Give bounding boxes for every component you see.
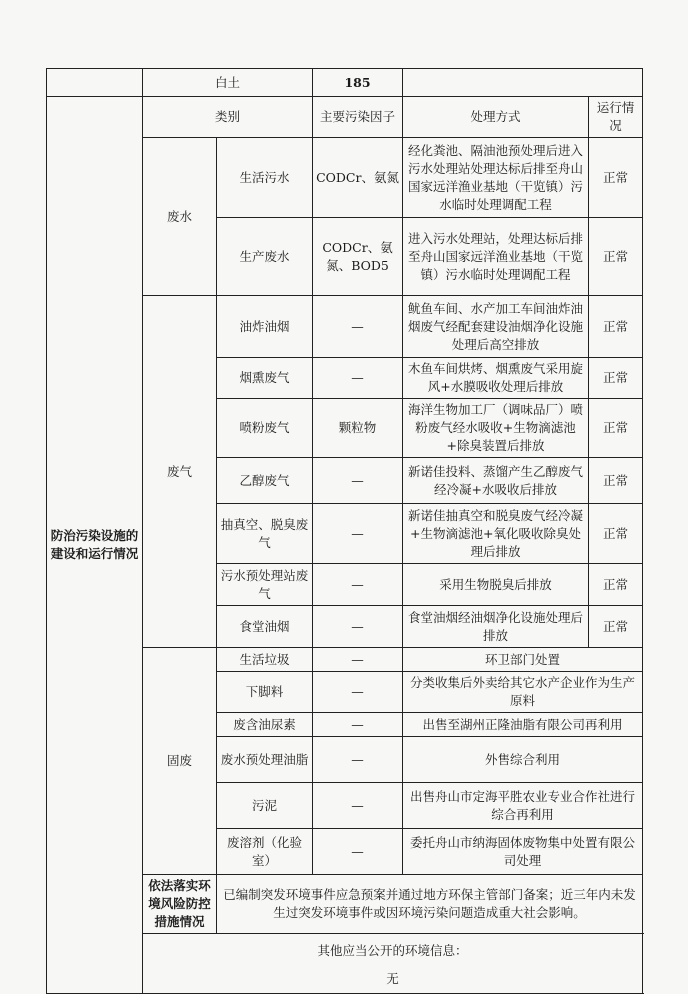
row-type: 烟熏废气 bbox=[217, 358, 313, 399]
risk-text: 已编制突发环境事件应急预案并通过地方环保主管部门备案；近三年内未发生过突发环境事件或因环境污染问题造成重大社会影响。 bbox=[217, 875, 643, 934]
row-method: 食堂油烟经油烟净化设施处理后排放 bbox=[403, 606, 589, 648]
risk-label: 依法落实环境风险防控措施情况 bbox=[143, 875, 217, 934]
row-type: 生活污水 bbox=[217, 138, 313, 218]
header-status: 运行情况 bbox=[589, 97, 643, 138]
row-pollutant: — bbox=[313, 504, 403, 564]
row-method: 木鱼车间烘烤、烟熏废气采用旋风+水膜吸收处理后排放 bbox=[403, 358, 589, 399]
row-method: 鱿鱼车间、水产加工车间油炸油烟废气经配套建设油烟净化设施处理后高空排放 bbox=[403, 296, 589, 358]
row-pollutant: — bbox=[313, 296, 403, 358]
row-type: 生产废水 bbox=[217, 218, 313, 296]
row-method: 新诺佳投料、蒸馏产生乙醇废气经冷凝+水吸收后排放 bbox=[403, 458, 589, 504]
row-status: 正常 bbox=[589, 358, 643, 399]
pollution-facilities-table bbox=[46, 68, 643, 994]
row-pollutant: 颗粒物 bbox=[313, 399, 403, 458]
row-pollutant: CODCr、氨氮、BOD5 bbox=[313, 218, 403, 296]
row-pollutant: — bbox=[313, 672, 403, 713]
row-type: 喷粉废气 bbox=[217, 399, 313, 458]
empty-cell bbox=[403, 69, 643, 97]
row-method: 进入污水处理站，处理达标后排至舟山国家远洋渔业基地（干览镇）污水临时处理调配工程 bbox=[403, 218, 589, 296]
empty-cell bbox=[47, 69, 143, 97]
row-type: 抽真空、脱臭废气 bbox=[217, 504, 313, 564]
solid-group-label: 固废 bbox=[143, 648, 217, 875]
row-pollutant: — bbox=[313, 737, 403, 783]
row-method: 外售综合利用 bbox=[403, 737, 643, 783]
row-pollutant: — bbox=[313, 358, 403, 399]
row-type: 废溶剂（化验室） bbox=[217, 829, 313, 875]
row-status: 正常 bbox=[589, 296, 643, 358]
row-type: 污水预处理站废气 bbox=[217, 564, 313, 606]
top-row bbox=[47, 69, 643, 97]
row-method: 出售至湖州正隆油脂有限公司再利用 bbox=[403, 713, 643, 737]
row-type: 废水预处理油脂 bbox=[217, 737, 313, 783]
row-type: 下脚料 bbox=[217, 672, 313, 713]
row-pollutant: — bbox=[313, 458, 403, 504]
row-status: 正常 bbox=[589, 138, 643, 218]
row-pollutant: — bbox=[313, 713, 403, 737]
row-type: 油炸油烟 bbox=[217, 296, 313, 358]
row-status: 正常 bbox=[589, 218, 643, 296]
wastewater-group-label: 废水 bbox=[143, 138, 217, 296]
row-status: 正常 bbox=[589, 399, 643, 458]
row-status: 正常 bbox=[589, 564, 643, 606]
row-type: 污泥 bbox=[217, 783, 313, 829]
section-label: 防治污染设施的建设和运行情况 bbox=[47, 97, 143, 994]
row-method: 采用生物脱臭后排放 bbox=[403, 564, 589, 606]
header-pollutant: 主要污染因子 bbox=[313, 97, 403, 138]
row-pollutant: — bbox=[313, 829, 403, 875]
top-row-item: 白土 bbox=[143, 69, 313, 97]
row-type: 食堂油烟 bbox=[217, 606, 313, 648]
row-method: 经化粪池、隔油池预处理后进入污水处理站处理达标后排至舟山国家远洋渔业基地（干览镇）污水临时处理调配工程 bbox=[403, 138, 589, 218]
row-pollutant: — bbox=[313, 564, 403, 606]
row-method: 环卫部门处置 bbox=[403, 648, 643, 672]
row-type: 废含油尿素 bbox=[217, 713, 313, 737]
row-method: 海洋生物加工厂（调味品厂）喷粉废气经水吸收+生物滴滤池+除臭装置后排放 bbox=[403, 399, 589, 458]
top-row-value: 185 bbox=[313, 69, 403, 97]
header-category: 类别 bbox=[143, 97, 313, 138]
row-method: 新诺佳抽真空和脱臭废气经冷凝+生物滴滤池+氧化吸收除臭处理后排放 bbox=[403, 504, 589, 564]
exhaust-group-label: 废气 bbox=[143, 296, 217, 648]
row-pollutant: CODCr、氨氮 bbox=[313, 138, 403, 218]
row-method: 委托舟山市纳海固体废物集中处置有限公司处理 bbox=[403, 829, 643, 875]
row-pollutant: — bbox=[313, 648, 403, 672]
row-type: 生活垃圾 bbox=[217, 648, 313, 672]
other-info-cell bbox=[143, 934, 643, 994]
row-status: 正常 bbox=[589, 504, 643, 564]
other-info-label: 其他应当公开的环境信息： bbox=[317, 942, 468, 958]
row-status: 正常 bbox=[589, 606, 643, 648]
other-info-value: 无 bbox=[386, 970, 399, 986]
row-method: 分类收集后外卖给其它水产企业作为生产原料 bbox=[403, 672, 643, 713]
row-pollutant: — bbox=[313, 606, 403, 648]
header-row bbox=[47, 97, 643, 138]
row-pollutant: — bbox=[313, 783, 403, 829]
row-status: 正常 bbox=[589, 458, 643, 504]
row-type: 乙醇废气 bbox=[217, 458, 313, 504]
header-method: 处理方式 bbox=[403, 97, 589, 138]
row-method: 出售舟山市定海平胜农业专业合作社进行综合再利用 bbox=[403, 783, 643, 829]
